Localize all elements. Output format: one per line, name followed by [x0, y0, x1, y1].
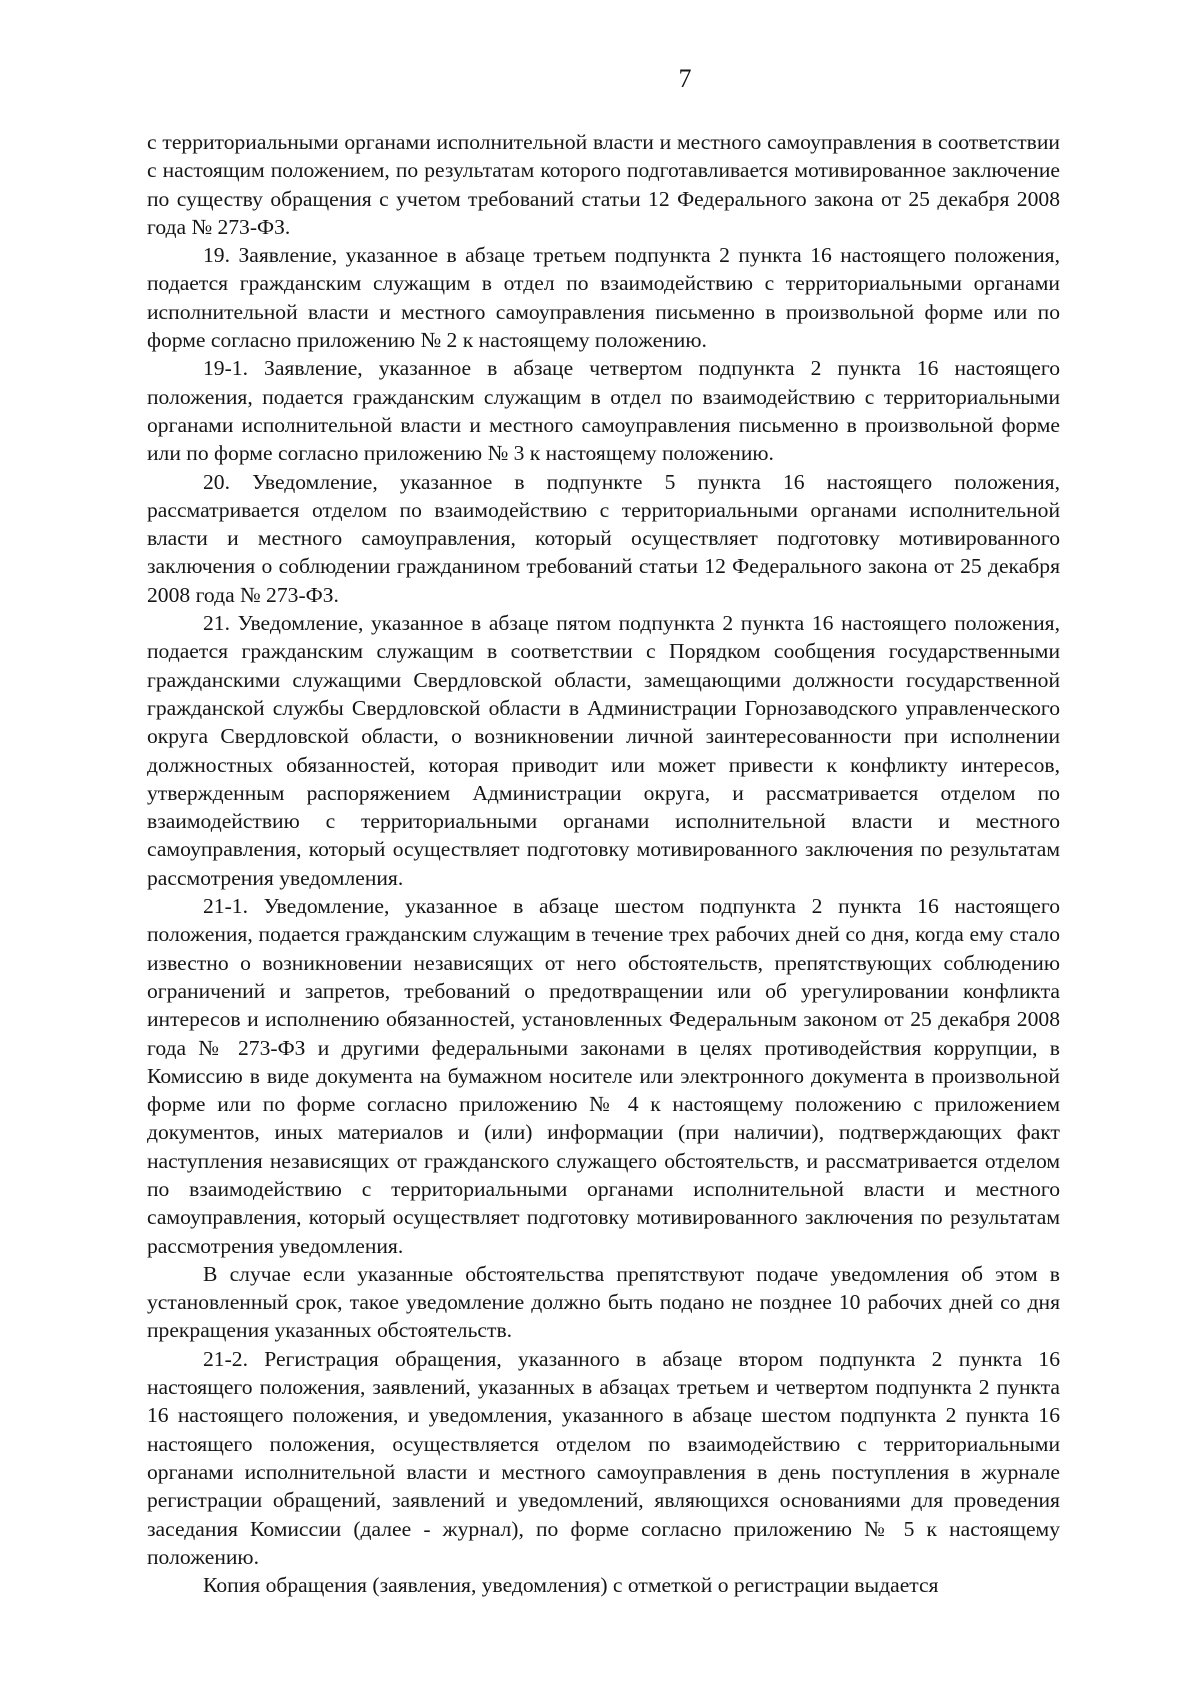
paragraph-21: 21. Уведомление, указанное в абзаце пятом подпункта 2 пункта 16 настоящего положения, подается гражданским служащим в соответствии с Порядком сообщения государственными гражданскими служащими Свердловской области, замещающими должности государственной гражданской службы Свердловской области в Администрации Горнозаводского управленческого округа Свердловской области, о возникновении личной заинтересованности при исполнении должностных обязанностей, которая приводит или может привести к конфликту интересов, утвержденным распоряжением Администрации округа, и рассматривается отделом по взаимодействию с территориальными органами исполнительной власти и местного самоуправления, который осуществляет подготовку мотивированного заключения по результатам рассмотрения уведомления. — [147, 611, 1060, 890]
paragraph-21-1-note: В случае если указанные обстоятельства препятствуют подаче уведомления об этом в установленный срок, такое уведомление должно быть подано не позднее 10 рабочих дней со дня прекращения указанных обстоятельств. — [147, 1261, 1060, 1343]
paragraph-20: 20. Уведомление, указанное в подпункте 5 пункта 16 настоящего положения, рассматривается отделом по взаимодействию с территориальными органами исполнительной власти и местного самоуправления, который осуществляет подготовку мотивированного заключения о соблюдении гражданином требований статьи 12 Федерального закона от 25 декабря 2008 года № 273-ФЗ. — [147, 469, 1060, 607]
paragraph-19-1: 19-1. Заявление, указанное в абзаце четвертом подпункта 2 пункта 16 настоящего положения, подается гражданским служащим в отдел по взаимодействию с территориальными органами исполнительной власти и местного самоуправления письменно в произвольной форме или по форме согласно приложению № 3 к настоящему положению. — [147, 356, 1060, 466]
paragraph-19: 19. Заявление, указанное в абзаце третьем подпункта 2 пункта 16 настоящего положения, подается гражданским служащим в отдел по взаимодействию с территориальными органами исполнительной власти и местного самоуправления письменно в произвольной форме или по форме согласно приложению № 2 к настоящему положению. — [147, 243, 1060, 353]
paragraph-21-1: 21-1. Уведомление, указанное в абзаце шестом подпункта 2 пункта 16 настоящего положения, подается гражданским служащим в течение трех рабочих дней со дня, когда ему стало известно о возникновении независящих от него обстоятельств, препятствующих соблюдению ограничений и запретов, требований о предотвращении или об урегулировании конфликта интересов и исполнению обязанностей, установленных Федеральным законом от 25 декабря 2008 года № 273-ФЗ и другими федеральными законами в целях противодействия коррупции, в Комиссию в виде документа на бумажном носителе или электронного документа в произвольной форме или по форме согласно приложению № 4 к настоящему положению с приложением документов, иных материалов и (или) информации (при наличии), подтверждающих факт наступления независящих от гражданского служащего обстоятельств, и рассматривается отделом по взаимодействию с территориальными органами исполнительной власти и местного самоуправления, который осуществляет подготовку мотивированного заключения по результатам рассмотрения уведомления. — [147, 894, 1060, 1258]
paragraph-continuation: с территориальными органами исполнительной власти и местного самоуправления в соответствии с настоящим положением, по результатам которого подготавливается мотивированное заключение по существу обращения с учетом требований статьи 12 Федерального закона от 25 декабря 2008 года № 273-ФЗ. — [147, 130, 1060, 239]
paragraph-copy-issue: Копия обращения (заявления, уведомления) с отметкой о регистрации выдается — [203, 1573, 939, 1598]
paragraph-21-2: 21-2. Регистрация обращения, указанного в абзаце втором подпункта 2 пункта 16 настоящего положения, заявлений, указанных в абзацах третьем и четвертом подпункта 2 пункта 16 настоящего положения, и уведомления, указанного в абзаце шестом подпункта 2 пункта 16 настоящего положения, осуществляется отделом по взаимодействию с территориальными органами исполнительной власти и местного самоуправления в день поступления в журнале регистрации обращений, заявлений и уведомлений, являющихся основаниями для проведения заседания Комиссии (далее - журнал), по форме согласно приложению № 5 к настоящему положению. — [147, 1346, 1060, 1569]
page-number: 7 — [678, 64, 692, 93]
document-body — [147, 128, 1060, 1599]
